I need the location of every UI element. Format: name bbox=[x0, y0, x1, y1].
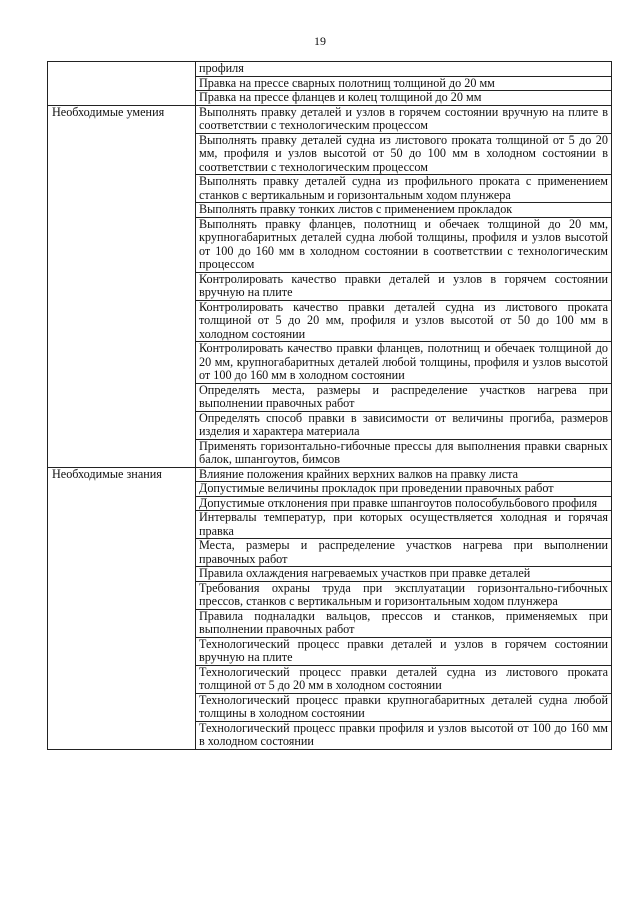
section-label bbox=[48, 62, 196, 106]
section-item: Технологический процесс правки профиля и узлов высотой от 100 до 160 мм в холодном состоянии bbox=[196, 721, 612, 749]
section-item: Выполнять правку деталей и узлов в горячем состоянии вручную на плите в соответствии с технологическим процессом bbox=[196, 105, 612, 133]
section-label: Необходимые умения bbox=[48, 105, 196, 467]
section-item: Определять способ правки в зависимости от величины прогиба, размеров изделия и характера материала bbox=[196, 411, 612, 439]
section-item: Применять горизонтально-гибочные прессы для выполнения правки сварных балок, шпангоутов, бимсов bbox=[196, 439, 612, 467]
section-item: Выполнять правку тонких листов с применением прокладок bbox=[196, 203, 612, 218]
section-item: Места, размеры и распределение участков нагрева при выполнении правочных работ bbox=[196, 539, 612, 567]
requirements-table-body bbox=[48, 62, 612, 750]
table-row bbox=[48, 62, 612, 77]
section-item: Технологический процесс правки крупногабаритных деталей судна любой толщины в холодном состоянии bbox=[196, 693, 612, 721]
section-item: Требования охраны труда при эксплуатации горизонтально-гибочных прессов, станков с вертикальным и горизонтальным ходом плунжера bbox=[196, 581, 612, 609]
section-item: Правка на прессе фланцев и колец толщиной до 20 мм bbox=[196, 91, 612, 106]
requirements-table bbox=[47, 61, 612, 750]
requirements-table-container bbox=[47, 61, 612, 750]
section-item: Выполнять правку деталей судна из профильного проката с применением станков с вертикальным и горизонтальным ходом плунжера bbox=[196, 175, 612, 203]
section-item: Определять места, размеры и распределение участков нагрева при выполнении правочных работ bbox=[196, 383, 612, 411]
section-item: Влияние положения крайних верхних валков на правку листа bbox=[196, 467, 612, 482]
section-item: Интервалы температур, при которых осуществляется холодная и горячая правка bbox=[196, 511, 612, 539]
section-item: Правила подналадки вальцов, прессов и станков, применяемых при выполнении правочных работ bbox=[196, 609, 612, 637]
section-item: Контролировать качество правки деталей судна из листового проката толщиной от 5 до 20 мм, профиля и узлов высотой от 50 до 100 мм в холодном состоянии bbox=[196, 300, 612, 342]
table-row bbox=[48, 105, 612, 133]
section-item: Выполнять правку фланцев, полотнищ и обечаек толщиной до 20 мм, крупногабаритных деталей судна любой толщины, профиля и узлов высотой от 100 до 160 мм в холодном состоянии в соответствии с технологическим процессом bbox=[196, 217, 612, 272]
section-item: Контролировать качество правки фланцев, полотнищ и обечаек толщиной до 20 мм, крупногабаритных деталей любой толщины, профиля и узлов высотой от 100 до 160 мм в холодном состоянии bbox=[196, 342, 612, 384]
section-item: Технологический процесс правки деталей судна из листового проката толщиной от 5 до 20 мм в холодном состоянии bbox=[196, 665, 612, 693]
section-item: Выполнять правку деталей судна из листового проката толщиной от 5 до 20 мм, профиля и узлов высотой от 50 до 100 мм в холодном состоянии в соответствии с технологическим процессом bbox=[196, 133, 612, 175]
section-item: Правила охлаждения нагреваемых участков при правке деталей bbox=[196, 567, 612, 582]
section-item: Допустимые величины прокладок при проведении правочных работ bbox=[196, 482, 612, 497]
section-item: Правка на прессе сварных полотнищ толщиной до 20 мм bbox=[196, 76, 612, 91]
table-row bbox=[48, 467, 612, 482]
section-item: Допустимые отклонения при правке шпангоутов полособульбового профиля bbox=[196, 496, 612, 511]
section-item: профиля bbox=[196, 62, 612, 77]
section-label: Необходимые знания bbox=[48, 467, 196, 749]
page-number: 19 bbox=[314, 34, 326, 48]
section-item: Технологический процесс правки деталей и узлов в горячем состоянии вручную на плите bbox=[196, 637, 612, 665]
section-item: Контролировать качество правки деталей и узлов в горячем состоянии вручную на плите bbox=[196, 272, 612, 300]
